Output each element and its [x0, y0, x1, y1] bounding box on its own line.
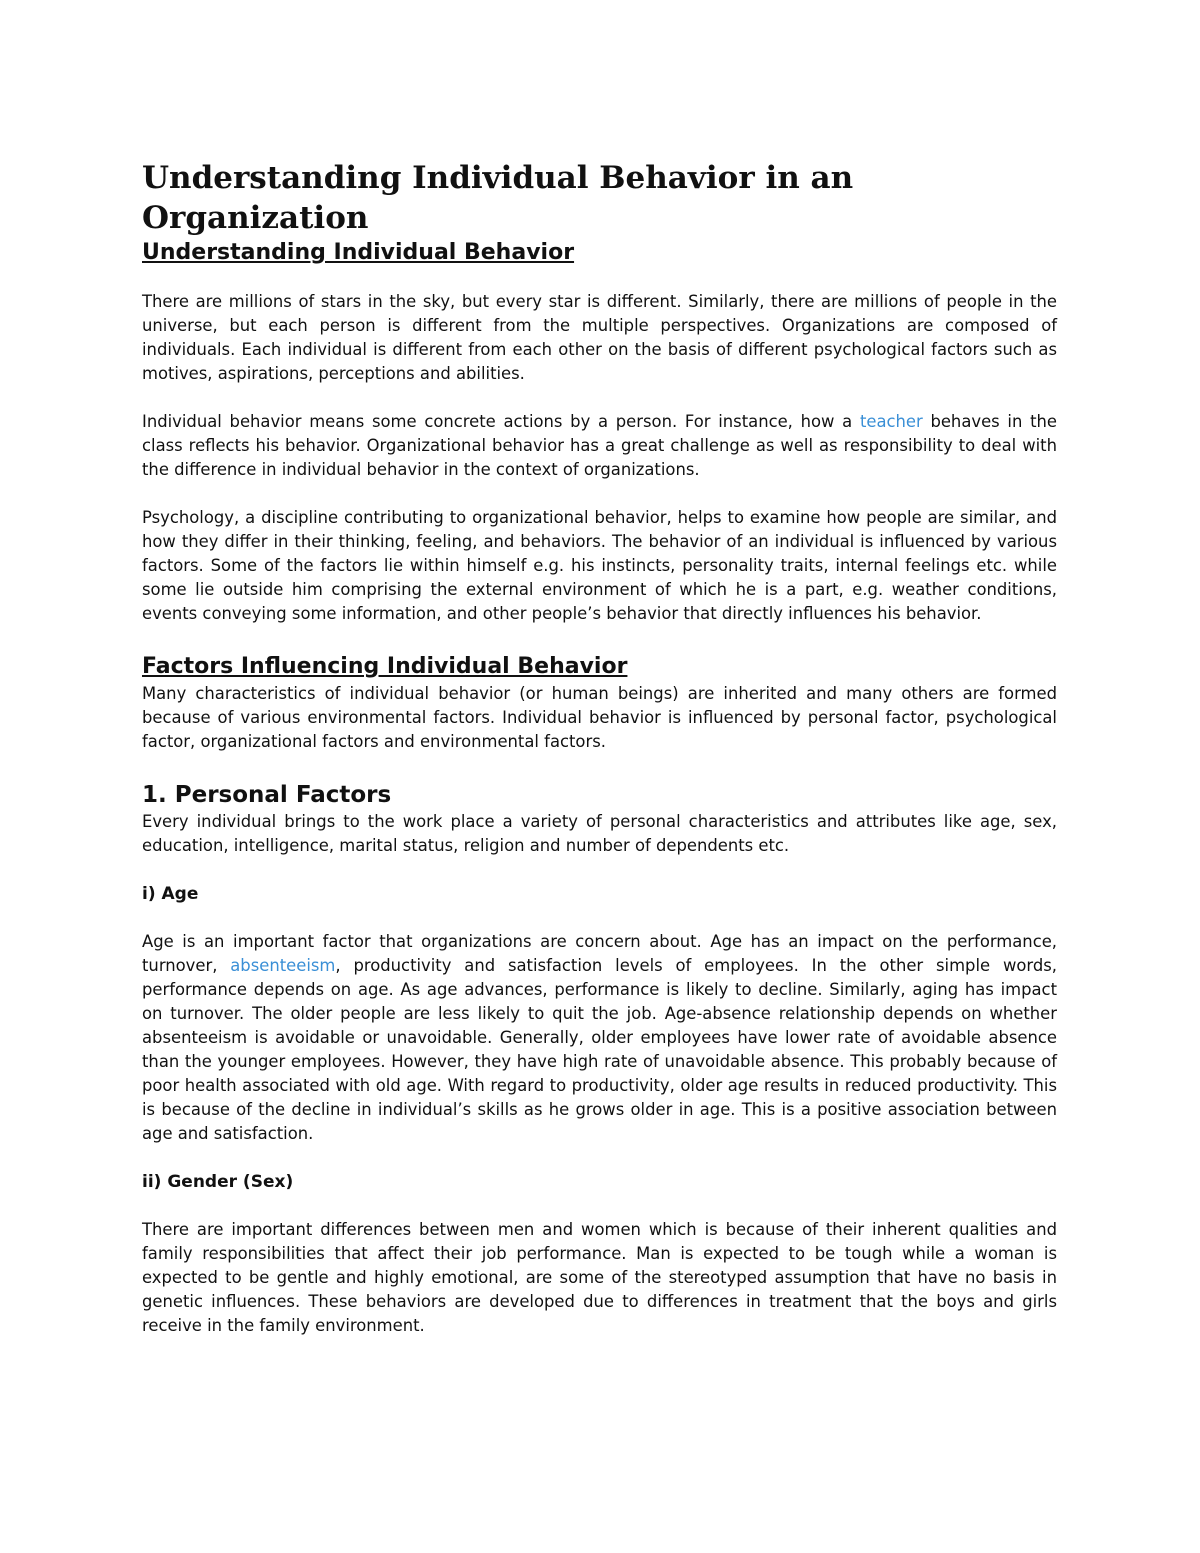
paragraph-age	[142, 930, 1057, 1146]
absenteeism-link[interactable]: absenteeism	[230, 956, 336, 975]
section-heading-factors: Factors Influencing Individual Behavior	[142, 654, 628, 679]
document-title: Understanding Individual Behavior in an Organization	[142, 160, 854, 236]
paragraph-psychology: Psychology, a discipline contributing to organizational behavior, helps to examine how people are similar, and how they differ in their thinking, feeling, and behaviors. The behavior of an individual is influenced by various factors. Some of the factors lie within himself e.g. his instincts, personality traits, internal feelings etc. while some lie outside him comprising the external environment of which he is a part, e.g. weather conditions, events conveying some information, and other people’s behavior that directly influences his behavior.	[142, 508, 1057, 623]
paragraph-gender: There are important differences between men and women which is because of their inherent qualities and family responsibilities that affect their job performance. Man is expected to be tough while a woman is expected to be gentle and highly emotional, are some of the stereotyped assumption that have no basis in genetic influences. These behaviors are developed due to differences in treatment that the boys and girls receive in the family environment.	[142, 1220, 1057, 1335]
paragraph-stars: There are millions of stars in the sky, but every star is different. Similarly, there are millions of people in the universe, but each person is different from the multiple perspectives. Organizations are composed of individuals. Each individual is different from each other on the basis of different psychological factors such as motives, aspirations, perceptions and abilities.	[142, 292, 1057, 383]
document-page	[142, 158, 1057, 1338]
paragraph-text: behaves in the class reflects his behavior. Organizational behavior has a great challenge as well as responsibility to deal with the difference in individual behavior in the context of organizations.	[142, 412, 1057, 479]
paragraph-text: , productivity and satisfaction levels of employees. In the other simple words, performance depends on age. As age advances, performance is likely to decline. Similarly, aging has impact on turnover. The older people are less likely to quit the job. Age-absence relationship depends on whether absenteeism is avoidable or unavoidable. Generally, older employees have lower rate of avoidable absence than the younger employees. However, they have high rate of unavoidable absence. This probably because of poor health associated with old age. With regard to productivity, older age results in reduced productivity. This is because of the decline in individual’s skills as he grows older in age. This is a positive association between age and satisfaction.	[142, 956, 1057, 1143]
subheading-age: i) Age	[142, 884, 199, 904]
section-heading-personal-factors: 1. Personal Factors	[142, 782, 392, 808]
paragraph-text: Age is an important factor that organizations are concern about. Age has an impact on the performance, turnover,	[142, 932, 1057, 975]
paragraph-individual-behavior	[142, 410, 1057, 482]
paragraph-text: Individual behavior means some concrete actions by a person. For instance, how a	[142, 412, 860, 431]
subheading-gender: ii) Gender (Sex)	[142, 1172, 294, 1192]
teacher-link[interactable]: teacher	[859, 412, 923, 431]
paragraph-personal-factors: Every individual brings to the work place a variety of personal characteristics and attributes like age, sex, education, intelligence, marital status, religion and number of dependents etc.	[142, 812, 1057, 855]
paragraph-factors: Many characteristics of individual behavior (or human beings) are inherited and many others are formed because of various environmental factors. Individual behavior is influenced by personal factor, psychological factor, organizational factors and environmental factors.	[142, 684, 1057, 751]
section-heading-understanding: Understanding Individual Behavior	[142, 240, 575, 265]
